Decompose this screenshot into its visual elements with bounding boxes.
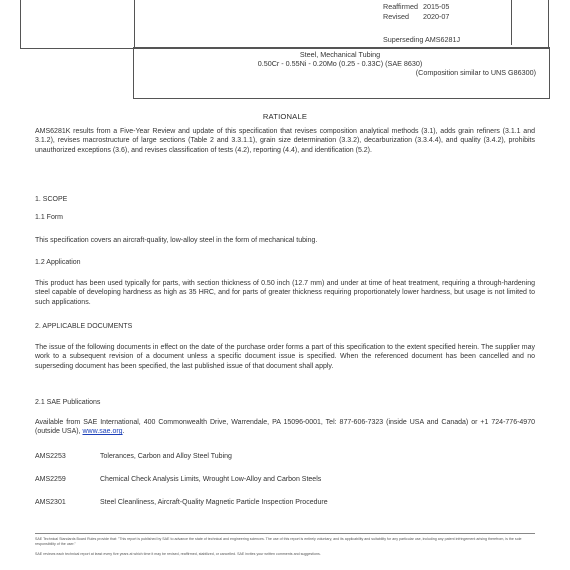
rationale-heading: RATIONALE	[262, 112, 308, 121]
section-1-1-text: This specification covers an aircraft-quality, low-alloy steel in the form of mechanical tubing.	[35, 237, 318, 244]
header-divider	[511, 0, 512, 45]
revised-value: 2020-07	[423, 12, 450, 21]
reference-description: Chemical Check Analysis Limits, Wrought Low-Alloy and Carbon Steels	[100, 476, 322, 483]
reference-description: Tolerances, Carbon and Alloy Steel Tubing	[100, 453, 232, 460]
section-1-heading: 1. SCOPE	[35, 196, 68, 203]
reference-code: AMS2253	[35, 453, 66, 460]
revised-label: Revised	[383, 12, 409, 21]
reference-code: AMS2301	[35, 499, 66, 506]
footer-divider	[35, 533, 535, 534]
rationale-text: AMS6281K results from a Five-Year Review and update of this specification that revises composition analytical methods (3.1), adds grain refiners (3.1.1 and 3.1.2), revises macrostructure of large sections (Table 2 and 3.3.1.1), grain size determination (3.3.2), decarburization (3.3.4.4), and quality (3.4.2), prohibits unauthorized exceptions (3.6), and revises classification of tests (4.2), reporting (4.4), and identification (5.2).	[35, 128, 535, 154]
section-2-text: The issue of the following documents in effect on the date of the purchase order forms a part of this specification to the extent specified herein. The supplier may work to a subsequent revision of a document unless a specific document issue is specified. When the referenced document has been cancelled and no superseding document has been specified, the last published issue of that document shall apply.	[35, 344, 535, 370]
section-1-2-text: This product has been used typically for parts, with section thickness of 0.50 inch (12.7 mm) and under at time of heat treatment, requiring a through-hardening steel capable of developing hardness as high as 35 HRC, and for parts of greater thickness requiring proportionately lower hardness, but usage is not limited to such applications.	[35, 280, 535, 306]
footer-disclaimer: SAE Technical Standards Board Rules provide that: "This report is published by SAE to advance the state of technical and engineering sciences. The use of this report is entirely voluntary, and its applicability and suitability for any particular use, including any patent infringement arising therefrom, is the sole responsibility of the user."	[35, 537, 522, 546]
sae-contact-period: .	[122, 428, 125, 436]
title-line-2: 0.50Cr - 0.55Ni - 0.20Mo (0.25 - 0.33C) (SAE 8630)	[257, 59, 423, 68]
footer-review-note: SAE reviews each technical report at least every five years at which time it may be revised, reaffirmed, stabilized, or cancelled. SAE invites your written comments and suggestions.	[35, 552, 321, 556]
header-info-box	[133, 0, 549, 49]
document-title	[140, 50, 540, 77]
reaffirmed-label: Reaffirmed	[383, 2, 419, 11]
title-line-3: (Composition similar to UNS G86300)	[415, 68, 536, 77]
reference-code: AMS2259	[35, 476, 66, 483]
title-line-1: Steel, Mechanical Tubing	[299, 50, 381, 59]
sae-website-link[interactable]: www.sae.org	[82, 428, 123, 436]
section-2-1-heading: 2.1 SAE Publications	[35, 399, 101, 406]
reaffirmed-value: 2015-05	[423, 2, 450, 11]
section-1-2-heading: 1.2 Application	[35, 259, 81, 266]
header-logo-box	[20, 0, 135, 49]
section-2-1-text	[35, 418, 535, 437]
section-1-1-heading: 1.1 Form	[35, 214, 64, 221]
section-2-heading: 2. APPLICABLE DOCUMENTS	[35, 323, 133, 330]
superseding-note: Superseding AMS6281J	[383, 35, 461, 44]
sae-contact-text: Available from SAE International, 400 Commonwealth Drive, Warrendale, PA 15096-0001, Tel: 877-606-7323 (inside USA and Canada) or +1 724-776-4970 (outside USA),	[35, 419, 535, 436]
reference-description: Steel Cleanliness, Aircraft-Quality Magnetic Particle Inspection Procedure	[100, 499, 328, 506]
